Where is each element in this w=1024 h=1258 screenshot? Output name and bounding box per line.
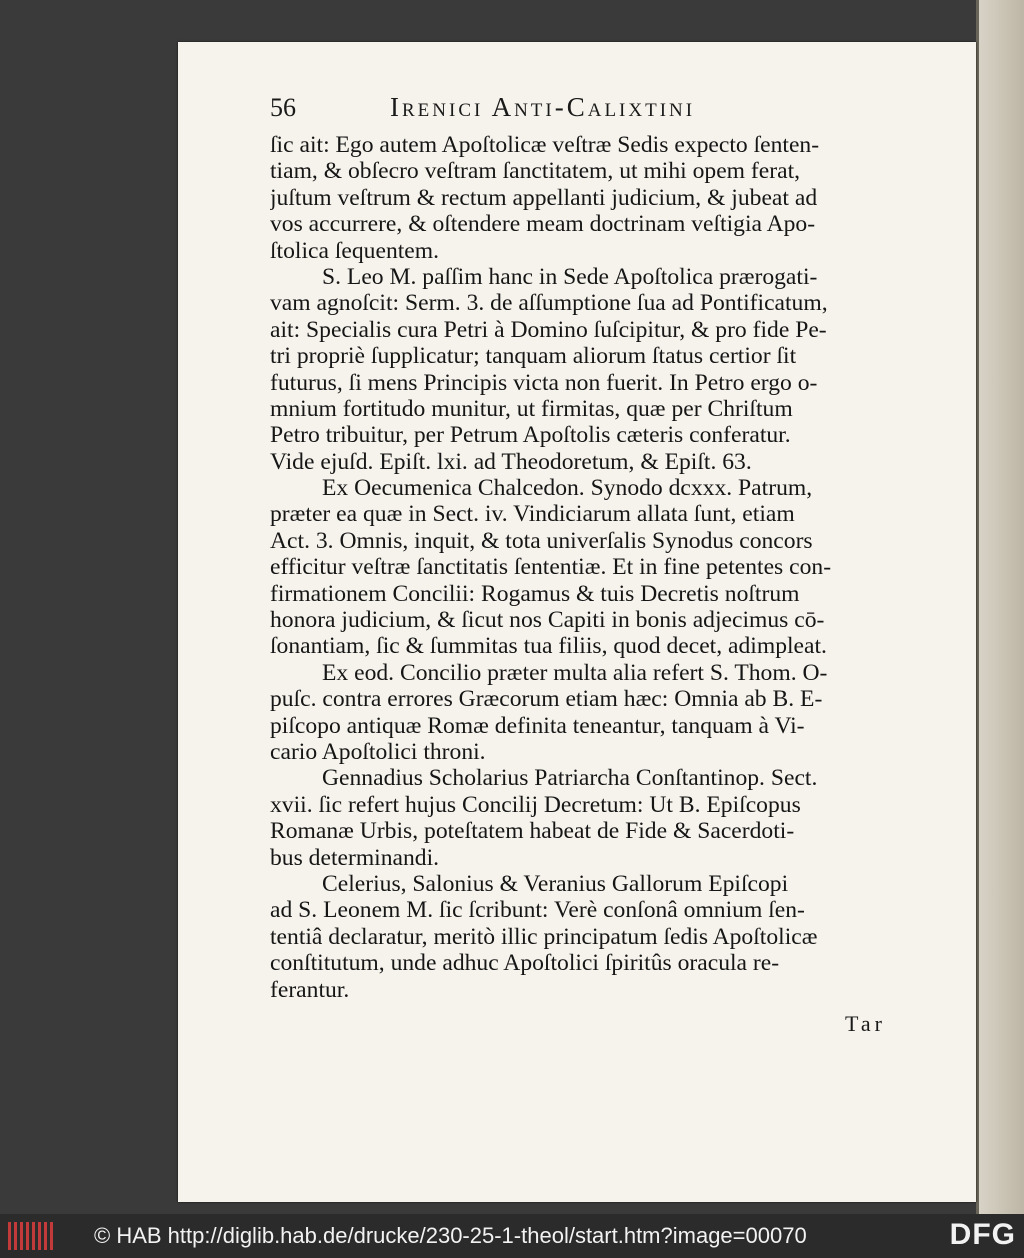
text-line: conſtitutum, unde adhuc Apoſtolici ſpiritûs oracula re- <box>270 950 780 977</box>
text-line: puſc. contra errores Græcorum etiam hæc: Omnia ab B. E- <box>270 686 823 713</box>
text-line: tiam, & obſecro veſtram ſanctitatem, ut mihi opem ferat, <box>270 158 801 185</box>
text-line: tentiâ declaratur, meritò illic principatum ſedis Apoſtolicæ <box>270 923 818 950</box>
text-line: xvii. ſic refert hujus Concilij Decretum: Ut B. Epiſcopus <box>270 791 801 818</box>
barcode-icon <box>8 1222 54 1250</box>
text-line: vam agnoſcit: Serm. 3. de aſſumptione ſua ad Pontificatum, <box>270 290 828 317</box>
dfg-logo: DFG <box>949 1218 1016 1251</box>
text-line: Ex Oecumenica Chalcedon. Synodo dcxxx. Patrum, <box>322 475 813 502</box>
text-line: Romanæ Urbis, poteſtatem habeat de Fide & Sacerdoti- <box>270 818 795 845</box>
text-line: futurus, ſi mens Principis victa non fuerit. In Petro ergo o- <box>270 369 818 396</box>
copyright-link[interactable]: © HAB http://diglib.hab.de/drucke/230-25-1-theol/start.htm?image=00070 <box>94 1223 807 1248</box>
adjacent-page-edge <box>976 0 1024 1214</box>
catchword: Tar <box>845 1010 886 1036</box>
text-line: Act. 3. Omnis, inquit, & tota univerſalis Synodus concors <box>270 527 813 554</box>
text-line: S. Leo M. paſſim hanc in Sede Apoſtolica prærogati- <box>322 263 818 290</box>
book-page <box>178 42 976 1202</box>
text-line: bus determinandi. <box>270 844 440 871</box>
text-line: ſic ait: Ego autem Apoſtolicæ veſtræ Sedis expecto ſenten- <box>270 132 820 158</box>
text-line: mnium fortitudo munitur, ut firmitas, quæ per Chriſtum <box>270 395 793 422</box>
text-line: præter ea quæ in Sect. iv. Vindiciarum allata ſunt, etiam <box>270 501 795 528</box>
text-line: Ex eod. Concilio præter multa alia refert S. Thom. O- <box>322 659 828 686</box>
text-line: ferantur. <box>270 976 350 1003</box>
text-line: firmationem Concilii: Rogamus & tuis Decretis noſtrum <box>270 580 800 607</box>
page-header <box>270 92 890 132</box>
text-line: honora judicium, & ſicut nos Capiti in bonis adjecimus cō- <box>270 607 825 634</box>
page-number: 56 <box>270 93 296 122</box>
body-text <box>270 132 890 1003</box>
running-title: Irenici Anti-Calixtini <box>390 92 696 122</box>
text-line: juſtum veſtrum & rectum appellanti judicium, & jubeat ad <box>270 184 818 211</box>
text-line: ſtolica ſequentem. <box>270 237 440 264</box>
text-line: Celerius, Salonius & Veranius Gallorum Epiſcopi <box>322 870 789 897</box>
text-line: vos accurrere, & oſtendere meam doctrinam veſtigia Apo- <box>270 211 816 238</box>
text-line: tri propriè ſupplicatur; tanquam aliorum ſtatus certior ſit <box>270 343 797 370</box>
text-line: Vide ejuſd. Epiſt. lxi. ad Theodoretum, & Epiſt. 63. <box>270 448 752 475</box>
text-line: ait: Specialis cura Petri à Domino ſuſcipitur, & pro fide Pe- <box>270 316 827 343</box>
viewer-footer <box>0 1214 1024 1258</box>
text-line: Petro tribuitur, per Petrum Apoſtolis cæteris conferatur. <box>270 422 791 449</box>
page-content <box>270 92 890 1037</box>
text-line: efficitur veſtræ ſanctitatis ſententiæ. Et in fine petentes con- <box>270 554 832 581</box>
text-line: Gennadius Scholarius Patriarcha Conſtantinop. Sect. <box>322 765 818 792</box>
page-edge-shadow <box>976 0 979 1214</box>
text-line: ſonantiam, ſic & ſummitas tua filiis, quod decet, adimpleat. <box>270 633 827 660</box>
text-line: ad S. Leonem M. ſic ſcribunt: Verè conſonâ omnium ſen- <box>270 897 805 924</box>
text-line: cario Apoſtolici throni. <box>270 738 486 765</box>
text-line: piſcopo antiquæ Romæ definita teneantur, tanquam à Vi- <box>270 712 805 739</box>
